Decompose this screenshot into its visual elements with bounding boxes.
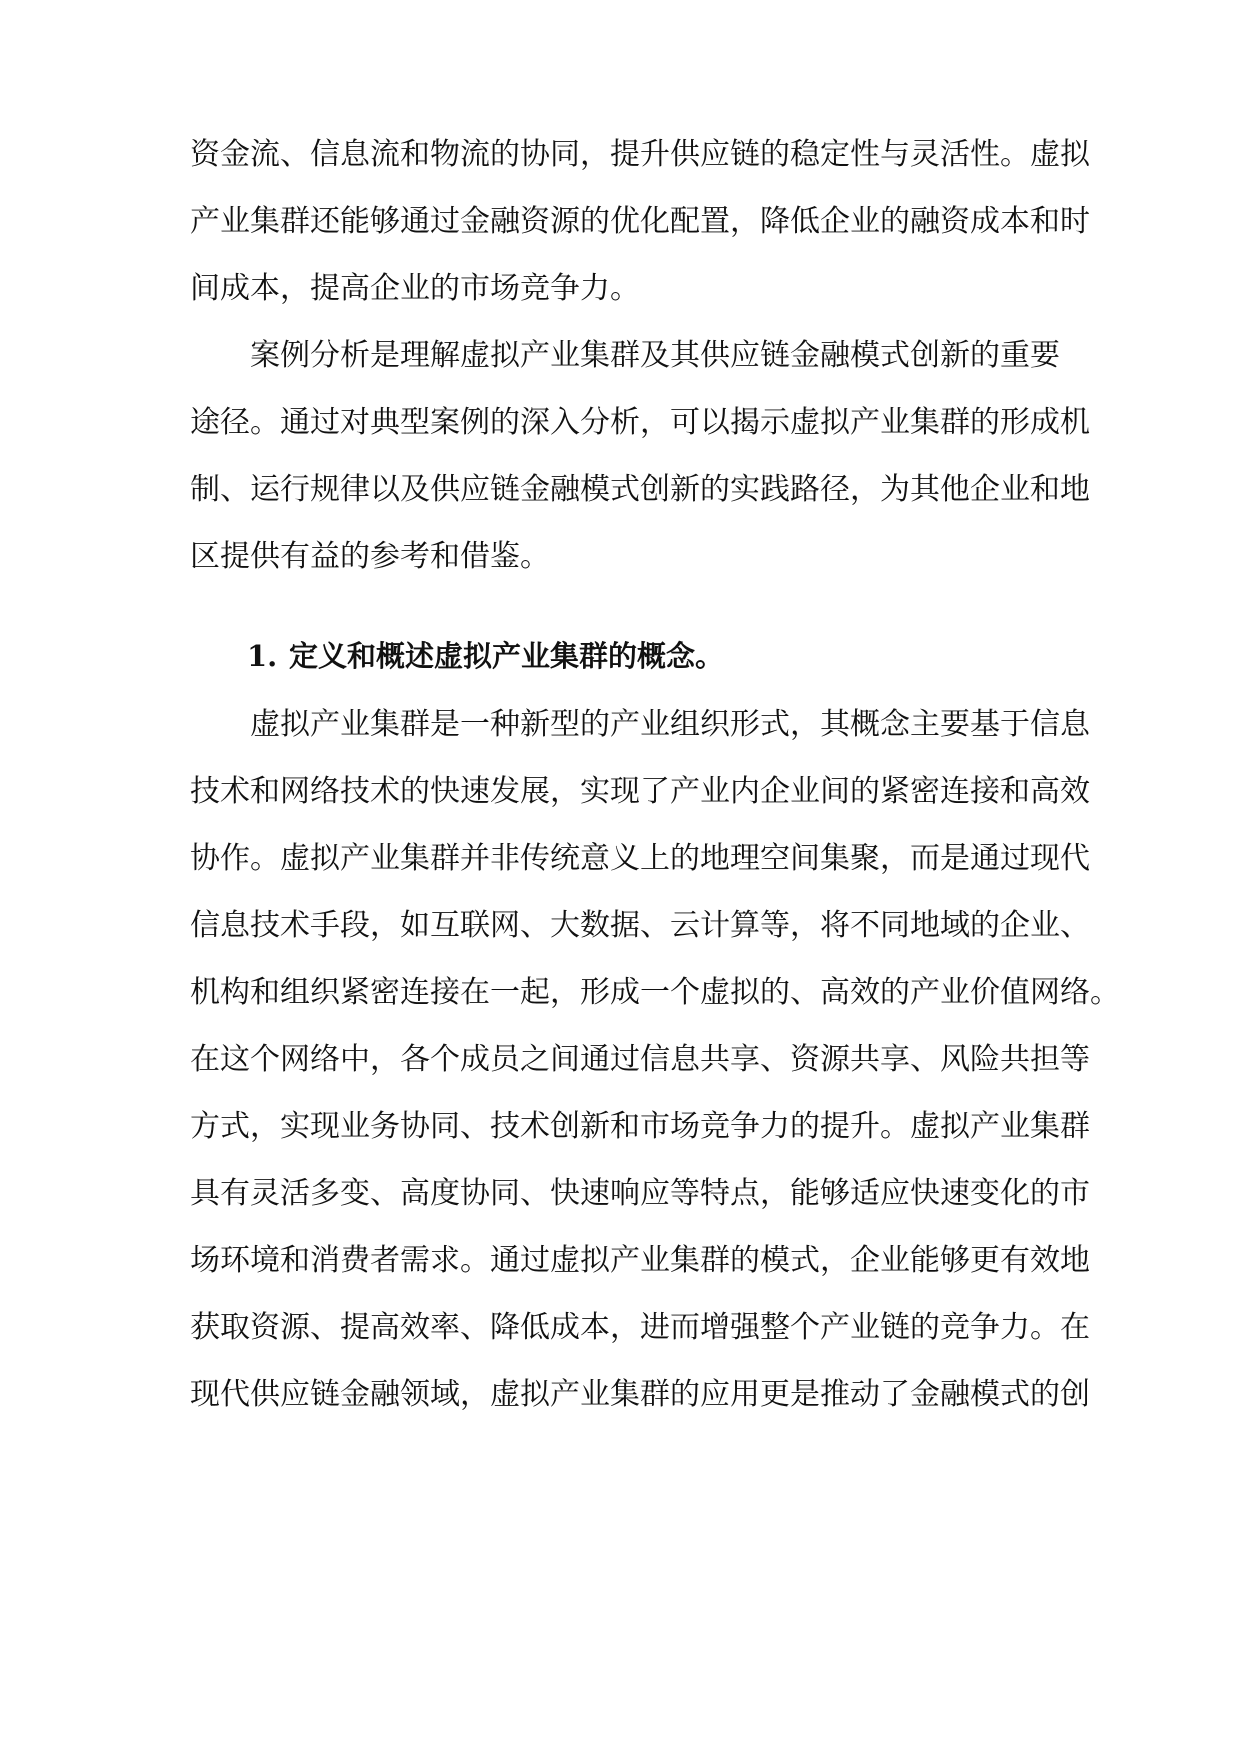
- paragraph-3-line-4: 信息技术手段，如互联网、大数据、云计算等，将不同地域的企业、: [190, 908, 1090, 943]
- paragraph-3-line-9: 场环境和消费者需求。通过虚拟产业集群的模式，企业能够更有效地: [190, 1243, 1090, 1278]
- paragraph-3-line-7: 方式，实现业务协同、技术创新和市场竞争力的提升。虚拟产业集群: [190, 1109, 1090, 1144]
- paragraph-1-line-2: 产业集群还能够通过金融资源的优化配置，降低企业的融资成本和时: [190, 204, 1090, 239]
- paragraph-3-line-5: 机构和组织紧密连接在一起，形成一个虚拟的、高效的产业价值网络。: [190, 975, 1120, 1010]
- section-heading-number: 1.: [247, 639, 278, 673]
- paragraph-2-line-4: 区提供有益的参考和借鉴。: [190, 539, 550, 574]
- paragraph-3-line-6: 在这个网络中，各个成员之间通过信息共享、资源共享、风险共担等: [190, 1042, 1090, 1077]
- paragraph-3-line-10: 获取资源、提高效率、降低成本，进而增强整个产业链的竞争力。在: [190, 1310, 1090, 1345]
- paragraph-2-line-2: 途径。通过对典型案例的深入分析，可以揭示虚拟产业集群的形成机: [190, 405, 1090, 440]
- paragraph-1-line-3: 间成本，提高企业的市场竞争力。: [190, 271, 640, 306]
- paragraph-3-line-3: 协作。虚拟产业集群并非传统意义上的地理空间集聚，而是通过现代: [190, 841, 1090, 876]
- paragraph-3-line-1: 虚拟产业集群是一种新型的产业组织形式，其概念主要基于信息: [250, 707, 1090, 742]
- section-heading-title: 定义和概述虚拟产业集群的概念。: [289, 639, 725, 673]
- paragraph-3-line-2: 技术和网络技术的快速发展，实现了产业内企业间的紧密连接和高效: [190, 774, 1090, 809]
- paragraph-1-line-1: 资金流、信息流和物流的协同，提升供应链的稳定性与灵活性。虚拟: [190, 137, 1090, 172]
- paragraph-2-line-1: 案例分析是理解虚拟产业集群及其供应链金融模式创新的重要: [250, 338, 1060, 373]
- paragraph-3-line-11: 现代供应链金融领域，虚拟产业集群的应用更是推动了金融模式的创: [190, 1377, 1090, 1412]
- section-heading: [247, 634, 724, 678]
- paragraph-3-line-8: 具有灵活多变、高度协同、快速响应等特点，能够适应快速变化的市: [190, 1176, 1090, 1211]
- paragraph-2-line-3: 制、运行规律以及供应链金融模式创新的实践路径，为其他企业和地: [190, 472, 1090, 507]
